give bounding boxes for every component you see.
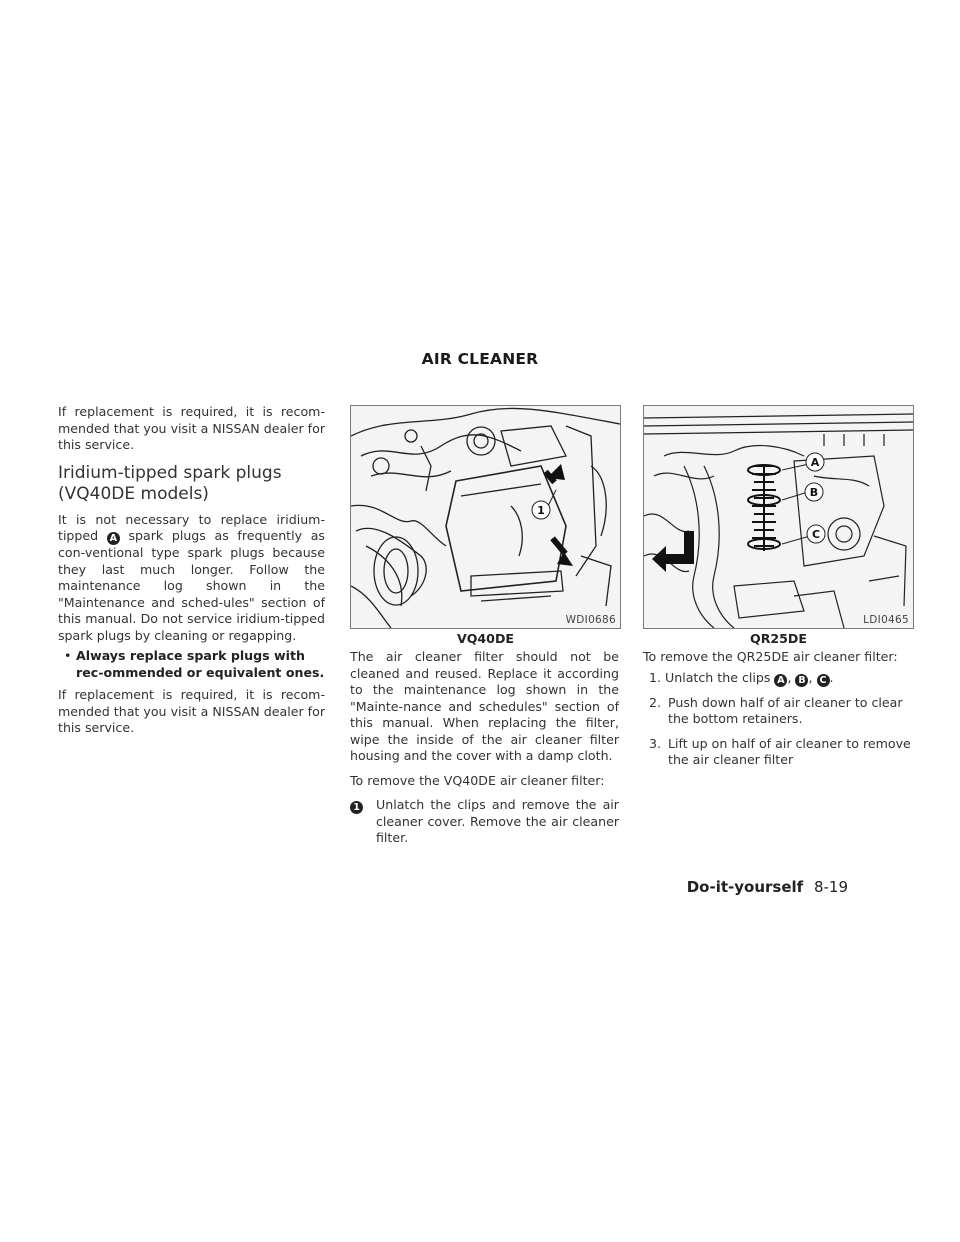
qr25de-step-1 — [643, 670, 914, 687]
right-paragraph-1: To remove the QR25DE air cleaner filter: — [643, 649, 898, 664]
separator-2: , — [808, 669, 813, 685]
left-paragraph-2 — [58, 512, 325, 645]
figure-label-c: C — [811, 528, 821, 541]
bullet-icon: • — [64, 648, 72, 663]
marker-a-icon: A — [107, 532, 120, 545]
middle-column — [350, 649, 619, 847]
right-column — [643, 649, 914, 769]
step-1-icon: 1 — [350, 801, 363, 814]
qr25de-step-3 — [643, 736, 914, 769]
page-footer — [687, 878, 848, 896]
p2-after-text: spark plugs as frequently as con-ventional type spark plugs because they last much longer. Follow the maintenance log shown in the "Maintenance and sched-ules" section of this manual. Do not service iridium-tipped spark plugs by cleaning or regapping. — [58, 528, 325, 643]
figure-code-ldi0465: LDI0465 — [863, 614, 909, 626]
qr25de-engine-figure — [643, 405, 914, 629]
step-1-end: . — [829, 669, 834, 685]
clip-c-icon: C — [817, 674, 830, 687]
vq40de-engine-illustration — [351, 406, 620, 628]
bullet-text: Always replace spark plugs with rec-ommended or equivalent ones. — [76, 648, 325, 680]
footer-chapter: Do-it-yourself — [686, 878, 804, 896]
figure-label-b: B — [809, 486, 819, 499]
p2-before-text: It is not necessary to replace iridium-tipped — [58, 511, 325, 543]
qr25de-caption: QR25DE — [750, 631, 807, 646]
step-3-number: 3. — [649, 735, 662, 751]
heading-line-1: Iridium-tipped spark plugs — [58, 462, 282, 483]
figure-label-a: A — [810, 456, 820, 469]
section-title: AIR CLEANER — [421, 350, 539, 368]
qr25de-step-2 — [643, 695, 914, 728]
middle-paragraph-1: The air cleaner filter should not be cleaned and reused. Replace it according to the maintenance log shown in the "Mainte-nance and schedules" section of this manual. When replacing the filter, wipe the inside of the air cleaner filter housing and the cover with a damp cloth. — [350, 649, 619, 763]
qr25de-engine-illustration — [644, 406, 913, 628]
step-1-text: Unlatch the clips and remove the air cleaner cover. Remove the air cleaner filter. — [376, 797, 619, 845]
bullet-item — [58, 648, 325, 681]
step-1-prefix: 1. Unlatch the clips — [649, 669, 771, 685]
figure-callout-1: 1 — [537, 504, 545, 517]
step-2-text: Push down half of air cleaner to clear the bottom retainers. — [668, 694, 903, 726]
vq40de-step — [350, 797, 619, 847]
vq40de-caption: VQ40DE — [456, 631, 515, 646]
step-3-text: Lift up on half of air cleaner to remove the air cleaner filter — [668, 735, 911, 767]
left-column — [58, 404, 325, 737]
vq40de-engine-figure — [350, 405, 621, 629]
clip-b-icon: B — [795, 674, 808, 687]
middle-paragraph-2: To remove the VQ40DE air cleaner filter: — [350, 772, 605, 788]
heading-line-2: (VQ40DE models) — [58, 483, 209, 504]
step-1-marker — [350, 797, 376, 847]
left-paragraph-1: If replacement is required, it is recom-mended that you visit a NISSAN dealer for this service. — [58, 404, 325, 452]
clip-a-icon: A — [774, 674, 787, 687]
footer-page-number: 8-19 — [813, 878, 848, 896]
step-2-number: 2. — [649, 694, 662, 710]
separator-1: , — [787, 669, 792, 685]
figure-code-wdi0686: WDI0686 — [565, 614, 616, 626]
left-paragraph-3: If replacement is required, it is recom-mended that you visit a NISSAN dealer for this service. — [58, 687, 325, 735]
spark-plugs-heading — [58, 463, 325, 505]
